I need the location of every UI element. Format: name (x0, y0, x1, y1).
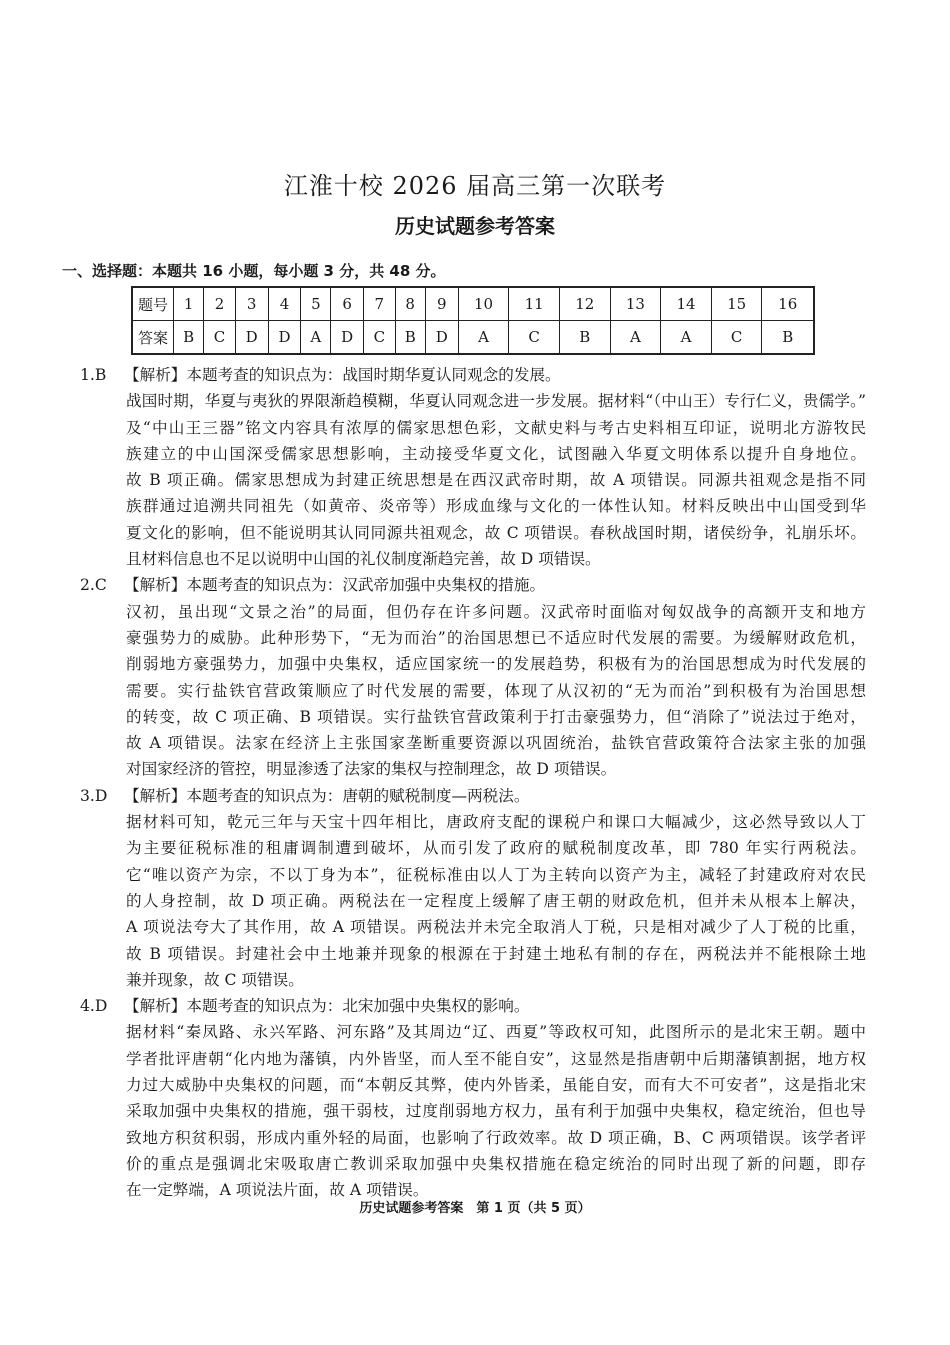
answer-cell: B (395, 321, 425, 355)
answer-cell: A (610, 321, 661, 355)
row-label: 题号 (132, 287, 174, 321)
explanation-line: 学者批评唐朝“化内地为藩镇，内外皆坚，而人至不能自安”，这显然是指唐朝中后期藩镇割据，地方权 (126, 1049, 866, 1068)
knowledge-point: 【解析】本题考查的知识点为：北宋加强中央集权的影响。 (124, 997, 530, 1016)
question-answer-label: 4.D (80, 997, 108, 1016)
explanation-item (80, 783, 866, 993)
explanation-line: 故 A 项错误。法家在经济上主张国家垄断重要资源以巩固统治，盐铁官营政策符合法家主张的加强 (126, 734, 866, 753)
question-number-cell: 12 (559, 287, 610, 321)
explanation-header (80, 572, 866, 598)
question-number-cell: 5 (301, 287, 331, 321)
explanation-line: 族群通过追溯共同祖先（如黄帝、炎帝等）形成血缘与文化的一体性认知。材料反映出中山国受到华 (126, 497, 866, 516)
question-number-cell: 9 (425, 287, 458, 321)
explanation-line: 对国家经济的管控，明显渗透了法家的集权与控制理念，故 D 项错误。 (126, 760, 617, 779)
explanation-line: 削弱地方豪强势力，加强中央集权，适应国家统一的发展趋势，积极有为的治国思想成为时代发展的 (126, 655, 866, 674)
explanation-line: 的转变，故 C 项正确、B 项错误。实行盐铁官营政策利于打击豪强势力，但“消除了”说法过于绝对， (126, 707, 866, 726)
explanation-line: 据材料可知，乾元三年与天宝十四年相比，唐政府支配的课税户和课口大幅减少，这必然导致以人丁 (126, 813, 866, 832)
answer-cell: C (509, 321, 560, 355)
question-number-cell: 11 (509, 287, 560, 321)
question-number-cell: 7 (364, 287, 395, 321)
knowledge-point: 【解析】本题考查的知识点为：战国时期华夏认同观念的发展。 (124, 366, 561, 384)
explanation-line: 及“中山王三器”铭文内容具有浓厚的儒家思想色彩，文献史料与考古史料相互印证，说明北方游牧民 (126, 418, 866, 437)
question-number-cell: 8 (395, 287, 425, 321)
question-number-cell: 3 (235, 287, 268, 321)
explanation-item (80, 993, 866, 1203)
explanation-header (80, 993, 866, 1019)
question-number-cell: 6 (331, 287, 364, 321)
answer-cell: B (174, 321, 204, 355)
section-heading: 一、选择题：本题共 16 小题，每小题 3 分，共 48 分。 (62, 262, 446, 280)
answer-cell: B (762, 321, 814, 355)
explanation-header (80, 783, 866, 809)
explanation-line: 夏文化的影响，但不能说明其认同同源共祖观念，故 C 项错误。春秋战国时期，诸侯纷争，礼崩乐坏。 (126, 523, 866, 542)
explanation-line: 需要。实行盐铁官营政策顺应了时代发展的需要，体现了从汉初的“无为而治”到积极有为治国思想 (126, 681, 866, 700)
explanation-item (80, 362, 866, 572)
question-number-cell: 1 (174, 287, 204, 321)
explanation-line: 故 B 项正确。儒家思想成为封建正统思想是在西汉武帝时期，故 A 项错误。同源共祖观念是指不同 (126, 471, 866, 490)
explanation-line: 为主要征税标准的租庸调制遭到破坏，从而引发了政府的赋税制度改革，即 780 年实行两税法。 (126, 839, 866, 858)
answer-cell: A (661, 321, 712, 355)
knowledge-point: 【解析】本题考查的知识点为：汉武帝加强中央集权的措施。 (124, 576, 546, 595)
explanation-line: 的人身控制，故 D 项正确。两税法在一定程度上缓解了唐王朝的财政危机，但并未从根本上解决， (126, 891, 866, 910)
answer-cell: D (235, 321, 268, 355)
answer-cell: D (425, 321, 458, 355)
row-label: 答案 (132, 321, 174, 355)
explanation-line: 在一定弊端，A 项说法片面，故 A 项错误。 (126, 1181, 429, 1200)
explanation-line: 致地方积贫积弱，形成内重外轻的局面，也影响了行政效率。故 D 项正确，B、C 两项错误。该学者评 (126, 1128, 866, 1147)
explanation-line: 故 B 项错误。封建社会中土地兼并现象的根源在于封建土地私有制的存在，两税法并不能根除土地 (126, 944, 866, 963)
question-number-row (132, 287, 814, 321)
explanation-header (80, 362, 866, 388)
document-subtitle: 历史试题参考答案 (395, 214, 555, 238)
question-number-cell: 15 (711, 287, 762, 321)
question-number-cell: 13 (610, 287, 661, 321)
answer-cell: C (204, 321, 235, 355)
answer-cell: A (458, 321, 509, 355)
explanation-line: 价的重点是强调北宋吸取唐亡教训采取加强中央集权措施在稳定统治的同时出现了新的问题，即存 (126, 1154, 866, 1173)
explanation-line: 战国时期，华夏与夷狄的界限渐趋模糊，华夏认同观念进一步发展。据材料“（中山王）专行仁义，贵儒学。” (126, 392, 866, 411)
page-footer: 历史试题参考答案 第 1 页（共 5 页） (359, 1201, 591, 1216)
answer-cell: B (559, 321, 610, 355)
explanation-line: A 项说法夸大了其作用，故 A 项错误。两税法并未完全取消人丁税，只是相对减少了人丁税的比重， (126, 918, 866, 937)
question-answer-label: 1.B (80, 366, 107, 384)
explanation-line: 采取加强中央集权的措施，强干弱枝，过度削弱地方权力，虽有利于加强中央集权，稳定统治，但也导 (126, 1102, 866, 1121)
explanation-line: 汉初，虽出现“文景之治”的局面，但仍存在许多问题。汉武帝时面临对匈奴战争的高额开支和地方 (126, 602, 866, 621)
answer-cell: A (301, 321, 331, 355)
knowledge-point: 【解析】本题考查的知识点为：唐朝的赋税制度—两税法。 (124, 786, 530, 805)
answer-explanations (80, 362, 866, 1204)
explanation-line: 且材料信息也不足以说明中山国的礼仪制度渐趋完善，故 D 项错误。 (126, 550, 601, 569)
explanation-line: 力过大威胁中央集权的问题，而“本朝反其弊，使内外皆柔，虽能自安，而有大不可安者”，这是指北宋 (126, 1076, 866, 1095)
question-number-cell: 10 (458, 287, 509, 321)
explanation-line: 族建立的中山国深受儒家思想影响，主动接受华夏文化，试图融入华夏文明体系以提升自身地位。 (126, 444, 866, 463)
question-number-cell: 4 (268, 287, 301, 321)
explanation-line: 它“唯以资产为宗，不以丁身为本”，征税标准由以人丁为主转向以资产为主，减轻了封建政府对农民 (126, 865, 866, 884)
question-number-cell: 14 (661, 287, 712, 321)
question-answer-label: 2.C (80, 576, 107, 595)
answer-cell: D (331, 321, 364, 355)
answer-row (132, 321, 814, 355)
explanation-line: 豪强势力的威胁。此种形势下，“无为而治”的治国思想已不适应时代发展的需要。为缓解财政危机， (126, 628, 866, 647)
question-number-cell: 16 (762, 287, 814, 321)
answer-cell: C (364, 321, 395, 355)
explanation-line: 兼并现象，故 C 项错误。 (126, 970, 304, 989)
answer-cell: D (268, 321, 301, 355)
question-number-cell: 2 (204, 287, 235, 321)
question-answer-label: 3.D (80, 786, 108, 805)
explanation-line: 据材料“秦凤路、永兴军路、河东路”及其周边“辽、西夏”等政权可知，此图所示的是北宋王朝。题中 (126, 1023, 866, 1042)
answer-table (131, 286, 815, 355)
document-title: 江淮十校 2026 届高三第一次联考 (283, 172, 667, 200)
explanation-item (80, 572, 866, 782)
answer-cell: C (711, 321, 762, 355)
